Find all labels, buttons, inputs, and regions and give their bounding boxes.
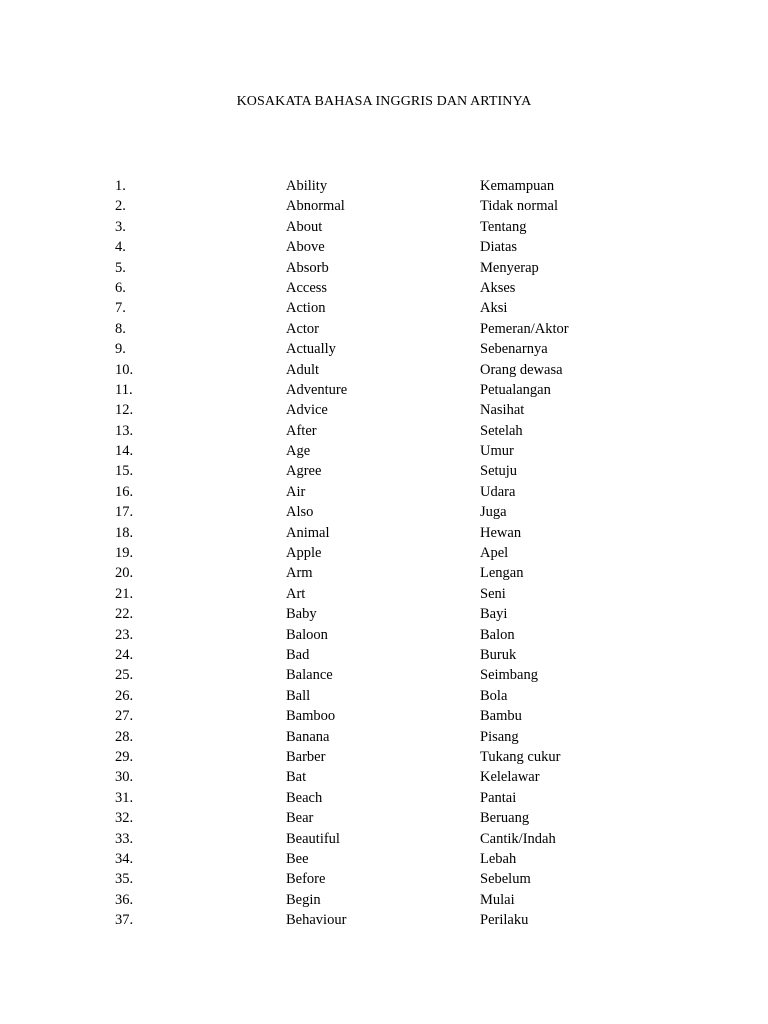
vocab-indonesian-meaning: Perilaku bbox=[480, 912, 529, 929]
vocab-indonesian-meaning: Buruk bbox=[480, 646, 517, 663]
vocab-row bbox=[0, 849, 768, 869]
vocab-english-word: Apple bbox=[286, 545, 322, 562]
vocab-english-word: Action bbox=[286, 300, 326, 317]
vocab-indonesian-meaning: Cantik/Indah bbox=[480, 830, 556, 847]
vocab-row bbox=[0, 339, 768, 359]
vocab-number: 1. bbox=[115, 178, 126, 194]
vocab-english-word: Age bbox=[286, 443, 311, 460]
page-title: KOSAKATA BAHASA INGGRIS DAN ARTINYA bbox=[236, 94, 532, 109]
vocab-number: 9. bbox=[115, 341, 126, 358]
vocab-indonesian-meaning: Petualangan bbox=[480, 381, 551, 398]
vocab-number: 36. bbox=[115, 891, 134, 908]
vocab-english-word: Above bbox=[286, 239, 325, 256]
vocab-number: 32. bbox=[115, 810, 134, 827]
vocab-row bbox=[0, 563, 768, 583]
vocab-number: 19. bbox=[115, 545, 134, 562]
vocab-indonesian-meaning: Kemampuan bbox=[480, 178, 555, 194]
vocab-row bbox=[0, 869, 768, 889]
vocab-english-word: Animal bbox=[286, 524, 330, 541]
vocab-number: 26. bbox=[115, 687, 134, 704]
vocab-english-word: Before bbox=[286, 871, 326, 888]
vocab-english-word: Behaviour bbox=[286, 912, 347, 929]
vocab-indonesian-meaning: Hewan bbox=[480, 524, 522, 541]
vocab-indonesian-meaning: Nasihat bbox=[480, 402, 525, 419]
vocab-number: 34. bbox=[115, 850, 134, 867]
vocab-number: 4. bbox=[115, 239, 126, 256]
vocab-english-word: Actor bbox=[286, 320, 320, 337]
vocab-indonesian-meaning: Juga bbox=[480, 504, 507, 521]
vocab-row bbox=[0, 788, 768, 808]
vocab-number: 15. bbox=[115, 463, 134, 480]
vocab-indonesian-meaning: Akses bbox=[480, 279, 516, 296]
vocab-indonesian-meaning: Menyerap bbox=[480, 259, 539, 276]
vocab-number: 16. bbox=[115, 483, 134, 500]
vocab-row bbox=[0, 584, 768, 604]
vocab-indonesian-meaning: Lebah bbox=[480, 850, 517, 867]
vocab-row bbox=[0, 727, 768, 747]
vocab-row bbox=[0, 502, 768, 522]
vocab-indonesian-meaning: Tukang cukur bbox=[480, 748, 561, 765]
vocab-number: 18. bbox=[115, 524, 134, 541]
vocab-english-word: Absorb bbox=[286, 259, 329, 276]
vocab-row bbox=[0, 747, 768, 767]
vocab-english-word: Balance bbox=[286, 667, 333, 684]
vocab-indonesian-meaning: Tentang bbox=[480, 218, 527, 235]
vocab-row bbox=[0, 461, 768, 481]
vocab-english-word: Ball bbox=[286, 687, 311, 704]
vocab-number: 31. bbox=[115, 789, 134, 806]
vocab-row bbox=[0, 258, 768, 278]
vocab-number: 29. bbox=[115, 748, 134, 765]
vocab-number: 33. bbox=[115, 830, 134, 847]
vocab-number: 7. bbox=[115, 300, 126, 317]
vocab-row bbox=[0, 625, 768, 645]
vocab-number: 3. bbox=[115, 218, 126, 235]
vocab-indonesian-meaning: Setuju bbox=[480, 463, 518, 480]
vocab-indonesian-meaning: Pemeran/Aktor bbox=[480, 320, 569, 337]
vocab-row bbox=[0, 767, 768, 787]
vocab-row bbox=[0, 217, 768, 237]
vocab-row bbox=[0, 808, 768, 828]
vocab-indonesian-meaning: Umur bbox=[480, 443, 514, 460]
vocab-row bbox=[0, 829, 768, 849]
vocab-english-word: Banana bbox=[286, 728, 330, 745]
vocab-row bbox=[0, 237, 768, 257]
vocab-row bbox=[0, 604, 768, 624]
vocab-number: 30. bbox=[115, 769, 134, 786]
vocab-row bbox=[0, 360, 768, 380]
vocab-row bbox=[0, 196, 768, 216]
vocab-english-word: Beautiful bbox=[286, 830, 340, 847]
vocab-indonesian-meaning: Pantai bbox=[480, 789, 517, 806]
vocab-indonesian-meaning: Mulai bbox=[480, 891, 515, 908]
vocab-number: 22. bbox=[115, 606, 134, 623]
vocab-english-word: Access bbox=[286, 279, 328, 296]
vocab-indonesian-meaning: Apel bbox=[480, 545, 509, 562]
vocab-english-word: Actually bbox=[286, 341, 336, 358]
vocab-english-word: Bee bbox=[286, 850, 309, 867]
vocab-number: 24. bbox=[115, 646, 134, 663]
vocab-number: 2. bbox=[115, 198, 126, 215]
vocab-english-word: Bad bbox=[286, 646, 310, 663]
vocab-number: 37. bbox=[115, 912, 134, 929]
vocab-english-word: Agree bbox=[286, 463, 322, 480]
vocabulary-list bbox=[0, 176, 768, 930]
vocab-indonesian-meaning: Bayi bbox=[480, 606, 508, 623]
vocab-english-word: Bat bbox=[286, 769, 307, 786]
vocab-indonesian-meaning: Sebelum bbox=[480, 871, 531, 888]
vocab-row bbox=[0, 686, 768, 706]
vocab-number: 11. bbox=[115, 381, 133, 398]
vocab-english-word: Adventure bbox=[286, 381, 348, 398]
vocab-indonesian-meaning: Udara bbox=[480, 483, 516, 500]
vocab-indonesian-meaning: Seimbang bbox=[480, 667, 538, 684]
vocab-number: 12. bbox=[115, 402, 134, 419]
vocab-english-word: Also bbox=[286, 504, 314, 521]
vocab-number: 13. bbox=[115, 422, 134, 439]
vocab-row bbox=[0, 278, 768, 298]
vocab-row bbox=[0, 706, 768, 726]
vocab-english-word: Air bbox=[286, 483, 306, 500]
vocab-indonesian-meaning: Diatas bbox=[480, 239, 518, 256]
vocab-english-word: Bear bbox=[286, 810, 314, 827]
vocab-indonesian-meaning: Bambu bbox=[480, 708, 522, 725]
vocab-indonesian-meaning: Orang dewasa bbox=[480, 361, 563, 378]
vocab-indonesian-meaning: Kelelawar bbox=[480, 769, 540, 786]
vocab-number: 20. bbox=[115, 565, 134, 582]
vocab-number: 28. bbox=[115, 728, 134, 745]
vocab-indonesian-meaning: Beruang bbox=[480, 810, 530, 827]
vocab-number: 6. bbox=[115, 279, 126, 296]
vocab-row bbox=[0, 380, 768, 400]
vocab-indonesian-meaning: Bola bbox=[480, 687, 508, 704]
vocab-number: 23. bbox=[115, 626, 134, 643]
vocab-indonesian-meaning: Aksi bbox=[480, 300, 508, 317]
vocab-row bbox=[0, 421, 768, 441]
vocab-english-word: Abnormal bbox=[286, 198, 345, 215]
vocab-number: 17. bbox=[115, 504, 134, 521]
vocab-indonesian-meaning: Sebenarnya bbox=[480, 341, 548, 358]
vocab-indonesian-meaning: Setelah bbox=[480, 422, 523, 439]
vocab-row bbox=[0, 298, 768, 318]
vocab-english-word: Art bbox=[286, 585, 306, 602]
vocab-english-word: Bamboo bbox=[286, 708, 336, 725]
vocab-row bbox=[0, 645, 768, 665]
vocab-indonesian-meaning: Seni bbox=[480, 585, 506, 602]
vocab-indonesian-meaning: Tidak normal bbox=[480, 198, 559, 215]
vocab-english-word: After bbox=[286, 422, 317, 439]
vocab-row bbox=[0, 176, 768, 196]
vocab-english-word: Adult bbox=[286, 361, 320, 378]
vocab-number: 27. bbox=[115, 708, 134, 725]
vocab-number: 5. bbox=[115, 259, 126, 276]
vocab-english-word: Begin bbox=[286, 891, 321, 908]
vocab-indonesian-meaning: Balon bbox=[480, 626, 515, 643]
vocab-row bbox=[0, 523, 768, 543]
vocab-number: 21. bbox=[115, 585, 134, 602]
vocab-number: 10. bbox=[115, 361, 134, 378]
vocab-row bbox=[0, 665, 768, 685]
vocab-number: 25. bbox=[115, 667, 134, 684]
vocab-row bbox=[0, 543, 768, 563]
vocab-number: 35. bbox=[115, 871, 134, 888]
vocab-english-word: Advice bbox=[286, 402, 328, 419]
vocab-english-word: About bbox=[286, 218, 323, 235]
vocab-row bbox=[0, 482, 768, 502]
vocab-english-word: Ability bbox=[286, 178, 328, 194]
vocab-row bbox=[0, 319, 768, 339]
vocab-indonesian-meaning: Pisang bbox=[480, 728, 519, 745]
vocab-english-word: Beach bbox=[286, 789, 323, 806]
vocab-indonesian-meaning: Lengan bbox=[480, 565, 524, 582]
vocab-row bbox=[0, 890, 768, 910]
vocab-number: 8. bbox=[115, 320, 126, 337]
vocab-row bbox=[0, 441, 768, 461]
vocab-row bbox=[0, 400, 768, 420]
vocab-english-word: Barber bbox=[286, 748, 326, 765]
vocab-english-word: Baloon bbox=[286, 626, 328, 643]
vocab-row bbox=[0, 910, 768, 930]
vocab-english-word: Arm bbox=[286, 565, 313, 582]
vocab-english-word: Baby bbox=[286, 606, 317, 623]
vocab-number: 14. bbox=[115, 443, 134, 460]
